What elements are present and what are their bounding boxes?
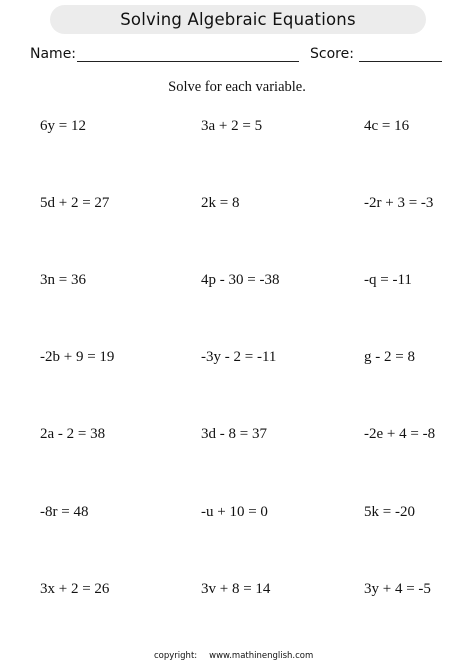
equation-item: 3y + 4 = -5 — [364, 581, 431, 597]
equation-item: -u + 10 = 0 — [201, 504, 268, 520]
equation-item: -2e + 4 = -8 — [364, 426, 436, 442]
equation-item: 3a + 2 = 5 — [201, 118, 263, 134]
instructions: Solve for each variable. — [168, 79, 306, 95]
equation-item: 5d + 2 = 27 — [40, 195, 110, 211]
score-label: Score: — [310, 46, 354, 62]
copyright-label: copyright: — [154, 651, 198, 661]
equation-item: 3n = 36 — [40, 272, 86, 288]
website-url: www.mathinenglish.com — [209, 651, 314, 661]
equation-item: 4c = 16 — [364, 118, 410, 134]
equation-item: 5k = -20 — [364, 504, 415, 520]
equation-item: 3d - 8 = 37 — [201, 426, 267, 442]
equation-item: 2a - 2 = 38 — [40, 426, 106, 442]
equation-item: 3v + 8 = 14 — [201, 581, 271, 597]
equation-item: g - 2 = 8 — [364, 349, 415, 365]
worksheet-title: Solving Algebraic Equations — [120, 10, 356, 29]
equation-item: -2b + 9 = 19 — [40, 349, 115, 365]
equation-item: 6y = 12 — [40, 118, 86, 134]
equation-item: -8r = 48 — [40, 504, 89, 520]
footer — [154, 651, 313, 661]
equation-item: 4p - 30 = -38 — [201, 272, 280, 288]
equation-item: -3y - 2 = -11 — [201, 349, 277, 365]
equation-item: 3x + 2 = 26 — [40, 581, 110, 597]
name-label: Name: — [30, 46, 77, 62]
equation-item: 2k = 8 — [201, 195, 240, 211]
equation-item: -2r + 3 = -3 — [364, 195, 434, 211]
equation-item: -q = -11 — [364, 272, 412, 288]
